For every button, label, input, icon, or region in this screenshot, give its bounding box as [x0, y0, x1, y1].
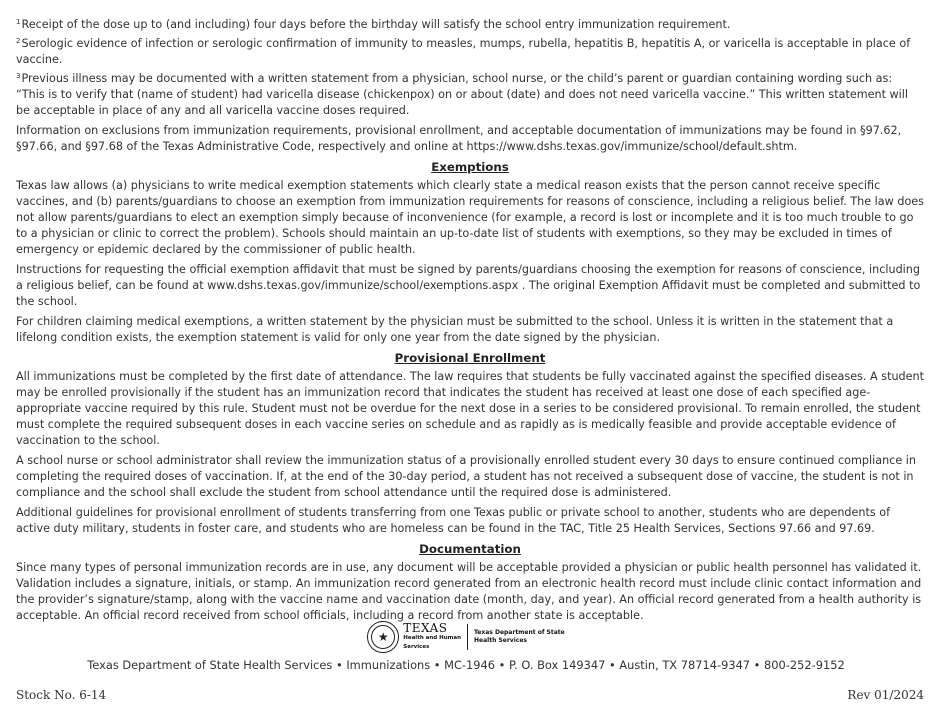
documentation-paragraph: Since many types of personal immunization records are in use, any document will be acceptable provided a physician or public health personnel has validated it. Validation includes a signature, initials, or stamp. An immunization record generated from an electronic health record must include clinic contact information and the provider’s signature/stamp, along with the vaccine name and vaccination date (month, day, and year). An official record generated from a health authority is acceptable. An official record received from school officials, including a record from another state is acceptable. [16, 561, 922, 622]
document-body [16, 14, 924, 628]
logo-divider [467, 624, 468, 650]
revision-date: Rev 01/2024 [847, 688, 924, 702]
agency-logo [0, 620, 932, 654]
exemptions-paragraph: For children claiming medical exemptions, a written statement by the physician must be submitted to the school. Unless it is written in the statement that a lifelong condition exists, the exemption statement is valid for only one year from the date signed by the physician. [16, 315, 894, 344]
provisional-paragraph: All immunizations must be completed by the first date of attendance. The law requires that students be fully vaccinated against the specified diseases. A student may be enrolled provisionally if the student has an immunization record that indicates the student has received at least one dose of each specified age-appropriate vaccine required by this rule. Student must not be overdue for the next dose in a series to be considered provisional. To remain enrolled, the student must complete the required subsequent doses in each vaccine series on schedule and as rapidly as is medically feasible and provide acceptable evidence of vaccination to the school. [16, 370, 925, 447]
texas-seal-icon: ★ [367, 621, 399, 653]
provisional-enrollment-heading: Provisional Enrollment [394, 351, 546, 365]
logo-dshs-line2: Health Services [474, 637, 527, 644]
logo-hhs-line1: Health and Human [403, 635, 462, 641]
footnote-1: $^1$Receipt of the dose up to (and including) four days before the birthday will satisfy the school entry immunization requirement. [16, 18, 731, 31]
logo-dshs-line1: Texas Department of State [474, 629, 565, 636]
provisional-paragraph: Additional guidelines for provisional enrollment of students transferring from one Texas public or private school to another, students who are dependents of active duty military, students in foster care, and students who are homeless can be found in the TAC, Title 25 Health Services, Sections 97.66 and 97.69. [16, 506, 891, 535]
intro-paragraph: Information on exclusions from immunization requirements, provisional enrollment, and acceptable documentation of immunizations may be found in §97.62, §97.66, and §97.68 of the Texas Administrative Code, respectively and online at https://www.dshs.texas.gov/immunize/school/default.shtm. [16, 124, 902, 153]
exemptions-paragraph: Texas law allows (a) physicians to write medical exemption statements which clearly state a medical reason exists that the person cannot receive specific vaccines, and (b) parents/guardians to choose an exemption from immunization requirements for reasons of conscience, including a religious belief. The law does not allow parents/guardians to elect an exemption simply because of inconvenience (for example, a record is lost or incomplete and it is too much trouble to go to a physician or clinic to correct the problem). Schools should maintain an up-to-date list of students with exemptions, so they may be excluded in times of emergency or epidemic declared by the commissioner of public health. [16, 179, 925, 256]
footnote-2: $^2$Serologic evidence of infection or serologic confirmation of immunity to measles, mumps, rubella, hepatitis B, hepatitis A, or varicella is acceptable in place of vaccine. [16, 37, 911, 66]
logo-texas-text: TEXAS [403, 621, 448, 635]
logo-hhs-line2: Services [403, 644, 430, 650]
stock-number: Stock No. 6-14 [16, 688, 107, 702]
provisional-paragraph: A school nurse or school administrator shall review the immunization status of a provisionally enrolled student every 30 days to ensure continued compliance in completing the required doses of vaccination. If, at the end of the 30-day period, a student has not received a subsequent dose of vaccine, the student is not in compliance and the school shall exclude the student from school attendance until the required dose is administered. [16, 454, 916, 499]
footer-address: Texas Department of State Health Services • Immunizations • MC-1946 • P. O. Box 149347 • Austin, TX 78714-9347 • 800-252-9152 [87, 658, 845, 672]
exemptions-paragraph: Instructions for requesting the official exemption affidavit that must be signed by parents/guardians choosing the exemption for reasons of conscience, including a religious belief, can be found at www.dshs.texas.gov/immunize/school/exemptions.aspx . The original Exemption Affidavit must be completed and submitted to the school. [16, 263, 921, 308]
hhs-logo [367, 621, 564, 653]
footnote-3: $^3$Previous illness may be documented with a written statement from a physician, school nurse, or the child’s parent or guardian containing wording such as: “This is to verify that (name of student) had varicella disease (chickenpox) on or about (date) and does not need varicella vaccine.” This written statement will be acceptable in place of any and all varicella vaccine doses required. [16, 72, 908, 117]
documentation-heading: Documentation [419, 542, 521, 556]
exemptions-heading: Exemptions [431, 160, 509, 174]
